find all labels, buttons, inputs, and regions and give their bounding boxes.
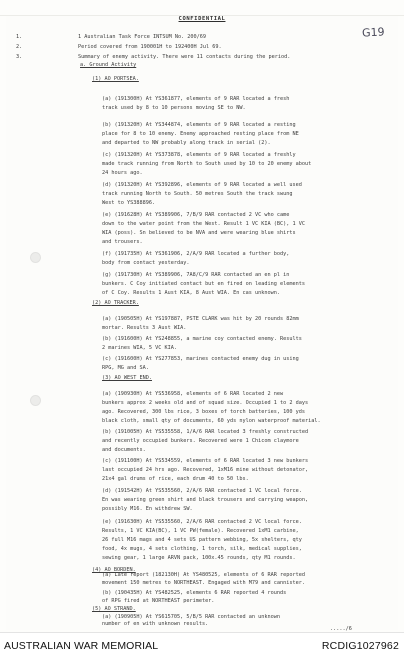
line-text: (c) (191320H) At YS373878, elements of 9 RAR located a freshly [102,152,296,158]
text-line [102,476,249,482]
line-text: 21x4 gal drums of rice, each drum 40 to 50 lbs. [102,476,249,482]
text-line [102,519,302,525]
text-line [102,458,308,464]
line-text: of C Coy. Results 1 Aust KIA, 8 Aust WIA. En cas unknown. [102,290,281,296]
text-line [102,336,302,342]
line-text: body from contact yesterday. [102,260,190,266]
footer-bar [0,632,404,655]
text-line [102,391,283,397]
line-text: (c) (191100H) At YS534559, elements of 6 RAR located 3 new bunkers [102,458,309,464]
text-line [102,239,143,245]
line-text: 1 Australian Task Force INTSUM No. 200/69 [78,34,207,40]
paragraph-number: 1. [16,34,23,40]
line-text: number of en with unknown results. [102,621,209,627]
text-line [102,621,208,627]
text-line [102,260,189,266]
text-line [102,614,280,620]
line-text: mortar. Results 3 Aust WIA. [102,325,187,331]
text-line [102,580,305,586]
text-line [102,375,152,381]
text-line [102,221,305,227]
footer-institution: AUSTRALIAN WAR MEMORIAL [4,640,159,652]
line-text: (b) (191600H) At YS248855, a marine coy contacted enemy. Results [102,336,302,342]
line-text: WIA (poss). Sn believed to be NVA and were wearing blue shirts [102,230,296,236]
line-text: black cloth, small qty of documents, 60 yds nylon waterproof material. [102,418,321,424]
line-text: ago. Recovered, 300 lbs rice, 3 boxes of torch batteries, 100 yds [102,409,306,415]
line-text: Results, 1 VC KIA(BC), 1 VC PW(female). Recovered 1xM1 carbine, [102,528,299,534]
text-line [102,325,186,331]
text-line [102,598,214,604]
text-line [102,316,299,322]
line-text: a. Ground Activity [80,62,137,68]
line-text: down to the water point from the West. Result 1 VC KIA (BC), 1 VC [102,221,306,227]
line-text: (d) (191542H) At YS535560, 2/A/6 RAR contacted 1 VC local force. [102,488,302,494]
line-text: food, 4x mugs, 4 sets clothing, 1 torch, silk, medical supplies, [102,546,302,552]
text-line [102,290,280,296]
text-line [102,467,308,473]
text-line [102,161,311,167]
text-line [16,54,290,60]
text-line [102,447,146,453]
line-text: (c) (191600H) At YS277853, marines contacted enemy dug in using [102,356,299,362]
text-line [102,281,305,287]
text-line [102,345,177,351]
text-line [102,438,299,444]
line-text: made track running from North to South used by 10 to 20 enemy about [102,161,312,167]
text-line [102,497,308,503]
line-text: Period covered from 190001H to 192400H Jul 69. [78,44,222,50]
line-text: place for 8 to 10 enemy. Enemy approached resting place from NE [102,131,299,137]
line-text: (a) Late report (182130H) At YS480525, elements of 6 RAR reported [102,572,306,578]
line-text: (g) (191730H) At YS389906, 7A8/C/9 RAR contacted an en pl in [102,272,290,278]
line-text: (b) (190435H) At YS482525, elements 6 RAR reported 4 rounds [102,590,287,596]
text-line [92,76,139,82]
line-text: bunkers approx 2 weeks old and of squad size. Occupied 1 to 2 days [102,400,309,406]
text-line [102,546,302,552]
line-text: (a) (190505H) At YS197887, PSTE CLARK was hit by 20 rounds 82mm [102,316,299,322]
line-text: (a) (190905H) At YS615705, 5/B/5 RAR contacted an unknown [102,614,281,620]
text-line [102,105,246,111]
text-line [102,140,271,146]
footer-record-id: RCDIG1027962 [321,640,399,652]
line-text: (e) (191628H) At YS389906, 7/B/9 RAR contacted 2 VC who came [102,212,290,218]
line-text: and recently occupied bunkers. Recovered were 1 Chicom claymore [102,438,299,444]
text-line [102,122,296,128]
text-line [92,300,139,306]
text-line [102,528,299,534]
text-line [16,44,222,50]
line-text: (d) (191320H) At YS392896, elements of 9 RAR located a well used [102,182,302,188]
line-text: En was wearing green shirt and black trousers and carrying weapon, [102,497,309,503]
line-text: track running North to South. 50 metres South the track swung [102,191,293,197]
text-line [102,191,293,197]
text-line [102,409,305,415]
line-text: and departed to NW probably along track in serial (2). [102,140,271,146]
line-text: (e) (191630H) At YS535560, 2/A/6 RAR contacted 2 VC local force. [102,519,302,525]
line-text: (5) AO STRAND. [92,606,136,612]
line-text: RPG, MG and SA. [102,365,149,371]
text-line [102,251,289,257]
line-text: movement 150 metres to NORTHEAST. Engaged with M79 and cannister. [102,580,306,586]
line-text: of RPG fired at NORTHEAST perimeter. [102,598,215,604]
text-line [102,182,302,188]
line-text: and documents. [102,447,146,453]
handwritten-ref: G19 [361,25,385,40]
paragraph-number: 3. [16,54,23,60]
text-line [102,170,143,176]
line-text: and trousers. [102,239,143,245]
line-text: (b) (191005H) At YS535558, 1/A/6 RAR located 3 freshly constructed [102,429,309,435]
text-line [102,212,289,218]
text-line [102,590,286,596]
line-text: (b) (191320H) At YS344874, elements of 9 RAR located a resting [102,122,296,128]
text-line [16,34,206,40]
text-line [102,537,302,543]
line-text: (1) AO PORTSEA. [92,76,139,82]
text-line [102,429,308,435]
punch-hole [30,252,41,263]
text-line [102,418,321,424]
line-text: bunkers. C Coy initiated contact but en fired on leading elements [102,281,306,287]
line-text: (a) (191300H) At YS361877, elements of 9 RAR located a fresh [102,96,290,102]
text-line [102,152,296,158]
line-text: possibly M16. En withdrew SW. [102,506,193,512]
text-line [102,131,299,137]
line-text: 26 full M16 mags and 4 sets US pattern webbing, 5x shelters, qty [102,537,302,543]
text-line [102,400,308,406]
line-text: sewing gear, 1 large ARVN pack, 100x.45 rounds, qty M1 rounds. [102,555,296,561]
text-line [102,365,149,371]
line-text: (a) (190930H) At YS536958, elements of 6 RAR located 2 new [102,391,284,397]
text-line [102,555,296,561]
line-text: (2) AO TRACKER. [92,300,139,306]
text-line [80,62,136,68]
text-line [102,272,289,278]
text-line [102,506,193,512]
line-text: 2 marines WIA, 5 VC KIA. [102,345,177,351]
classification-header: CONFIDENTIAL [178,16,226,22]
line-text: (f) (191735H) At YS361906, 2/A/9 RAR located a further body, [102,251,290,257]
line-text: track used by 8 to 10 persons moving SE to NW. [102,105,246,111]
text-line [102,572,305,578]
punch-hole [30,395,41,406]
line-text: last occupied 24 hrs ago. Recovered, 1xM16 mine without detonator, [102,467,309,473]
text-line [92,606,136,612]
line-text: Summary of enemy activity. There were 11 contacts during the period. [78,54,291,60]
text-line [102,230,296,236]
text-line [102,356,299,362]
text-line [102,488,302,494]
line-text: West to YS388896. [102,200,156,206]
paragraph-number: 2. [16,44,23,50]
text-line [102,200,155,206]
text-line [102,96,289,102]
line-text: 24 hours ago. [102,170,143,176]
line-text: (3) AO WEST END. [102,375,152,381]
line-text: ...../6 [330,626,352,632]
line-text: (4) AO BORDEN. [92,567,136,573]
